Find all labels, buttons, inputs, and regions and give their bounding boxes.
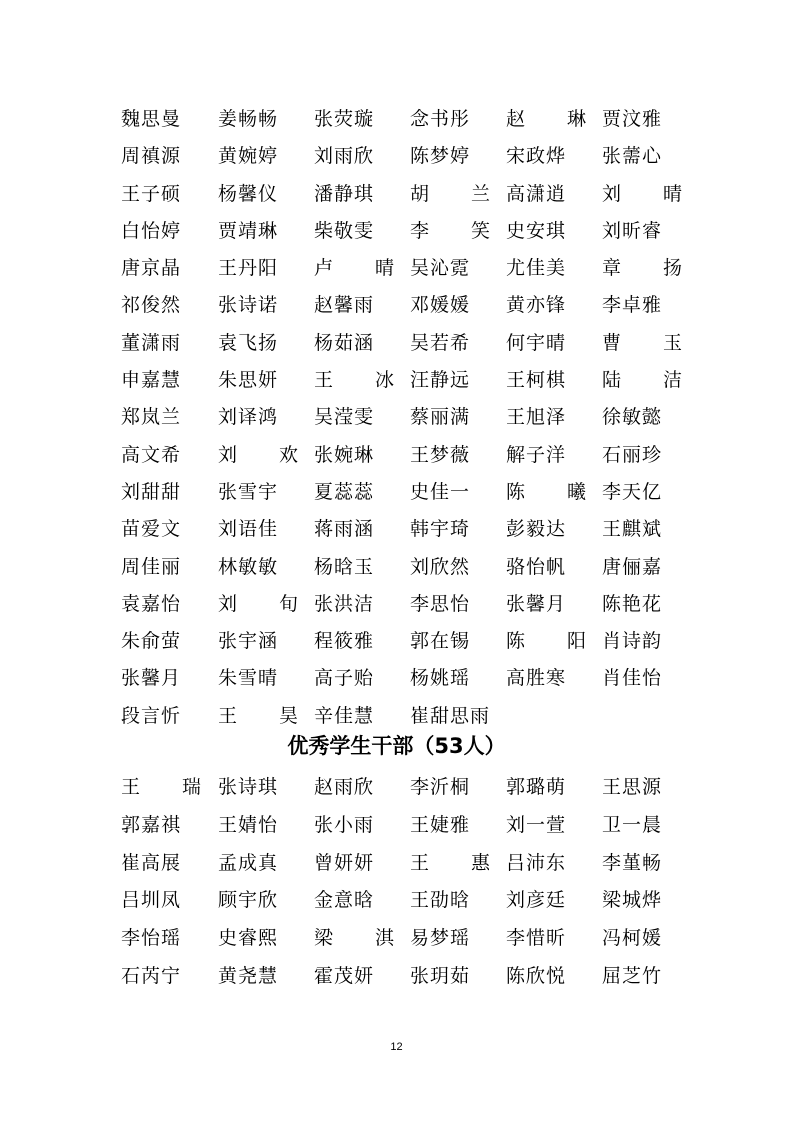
name-entry: 刘 晴 (602, 182, 682, 205)
name-entry: 刘译鸿 (218, 406, 279, 429)
name-entry: 石丽珍 (602, 443, 663, 466)
name-row (0, 958, 793, 996)
name-entry: 杨姚瑶 (410, 667, 471, 690)
name-entry: 高子贻 (314, 667, 375, 690)
name-entry: 贾汶雅 (602, 108, 663, 130)
name-row (0, 176, 793, 213)
name-entry: 崔高展 (121, 851, 182, 874)
name-entry: 吴沁霓 (410, 257, 471, 280)
name-entry: 王梦薇 (410, 443, 471, 466)
name-entry: 杨晗玉 (314, 555, 375, 578)
name-entry: 王柯棋 (506, 369, 567, 392)
name-entry: 李惜昕 (506, 927, 567, 950)
name-entry: 韩宇琦 (410, 518, 471, 541)
name-entry: 冯柯媛 (602, 927, 663, 950)
name-entry: 刘昕睿 (602, 219, 663, 242)
name-entry: 蒋雨涵 (314, 518, 375, 541)
name-entry: 郭在锡 (410, 630, 471, 653)
page-number: 12 (390, 1041, 403, 1053)
section-heading-outstanding-student-cadres: 优秀学生干部（53人） (287, 734, 506, 758)
name-row (0, 213, 793, 250)
name-entry: 孟成真 (218, 851, 279, 874)
name-entry: 袁嘉怡 (121, 592, 182, 615)
name-list-continued (0, 101, 793, 735)
name-row (0, 474, 793, 511)
name-entry: 祁俊然 (121, 294, 182, 317)
name-entry: 刘雨欣 (314, 145, 375, 168)
name-entry: 刘语佳 (218, 518, 279, 541)
name-entry: 柴敬雯 (314, 219, 375, 242)
name-entry: 郭嘉祺 (121, 813, 182, 836)
name-entry: 王丹阳 (218, 257, 279, 280)
name-entry: 刘甜甜 (121, 480, 182, 503)
name-entry: 宋政烨 (506, 145, 567, 168)
name-entry: 骆怡帆 (506, 555, 567, 578)
name-entry: 刘欣然 (410, 555, 471, 578)
name-entry: 高胜寒 (506, 667, 567, 690)
name-entry: 李沂桐 (410, 776, 471, 798)
name-entry: 张荧璇 (314, 108, 375, 130)
name-entry: 张馨月 (121, 667, 182, 690)
name-entry: 张诗诺 (218, 294, 279, 317)
name-entry: 曾妍妍 (314, 851, 375, 874)
name-entry: 黄亦锋 (506, 294, 567, 317)
name-row (0, 511, 793, 548)
name-entry: 王 惠 (410, 851, 490, 874)
name-entry: 王 冰 (314, 369, 394, 392)
name-entry: 吕圳凤 (121, 889, 182, 912)
name-entry: 赵馨雨 (314, 294, 375, 317)
name-entry: 高潇逍 (506, 182, 567, 205)
name-entry: 张诗琪 (218, 776, 279, 798)
name-row (0, 437, 793, 474)
name-entry: 段言忻 (121, 704, 182, 727)
name-entry: 吴滢雯 (314, 406, 375, 429)
name-entry: 陈梦婷 (410, 145, 471, 168)
name-entry: 史佳一 (410, 480, 471, 503)
name-entry: 姜畅畅 (218, 108, 279, 130)
name-entry: 霍茂妍 (314, 964, 375, 987)
name-entry: 贾靖琳 (218, 219, 279, 242)
name-entry: 夏蕊蕊 (314, 480, 375, 503)
name-entry: 唐京晶 (121, 257, 182, 280)
name-entry: 李卓雅 (602, 294, 663, 317)
name-entry: 梁 淇 (314, 927, 394, 950)
name-row (0, 325, 793, 362)
name-entry: 吴若希 (410, 331, 471, 354)
name-row (0, 698, 793, 735)
name-entry: 周佳丽 (121, 555, 182, 578)
name-entry: 唐俪嘉 (602, 555, 663, 578)
name-entry: 程筱雅 (314, 630, 375, 653)
name-entry: 徐敏懿 (602, 406, 663, 429)
name-entry: 肖佳怡 (602, 667, 663, 690)
name-entry: 陆 洁 (602, 369, 682, 392)
name-entry: 王旭泽 (506, 406, 567, 429)
name-row (0, 549, 793, 586)
name-entry: 周禛源 (121, 145, 182, 168)
name-entry: 苗爱文 (121, 518, 182, 541)
name-entry: 尤佳美 (506, 257, 567, 280)
name-list-outstanding-student-cadres (0, 769, 793, 996)
name-entry: 王劭晗 (410, 889, 471, 912)
name-entry: 张婉琳 (314, 443, 375, 466)
name-entry: 张洪洁 (314, 592, 375, 615)
name-row (0, 362, 793, 399)
name-row (0, 250, 793, 287)
name-entry: 陈欣悦 (506, 964, 567, 987)
name-entry: 赵雨欣 (314, 776, 375, 798)
name-entry: 袁飞扬 (218, 331, 279, 354)
name-entry: 邓媛媛 (410, 294, 471, 317)
name-entry: 张薷心 (602, 145, 663, 168)
name-entry: 董潇雨 (121, 331, 182, 354)
name-entry: 史睿熙 (218, 927, 279, 950)
name-row (0, 138, 793, 175)
name-entry: 曹 玉 (602, 331, 682, 354)
name-entry: 张宇涵 (218, 630, 279, 653)
name-entry: 朱雪晴 (218, 667, 279, 690)
name-entry: 解子洋 (506, 443, 567, 466)
name-entry: 黄尧慧 (218, 964, 279, 987)
name-entry: 刘 欢 (218, 443, 298, 466)
name-row (0, 399, 793, 436)
name-entry: 申嘉慧 (121, 369, 182, 392)
name-entry: 张玥茹 (410, 964, 471, 987)
name-entry: 张馨月 (506, 592, 567, 615)
name-entry: 刘彦廷 (506, 889, 567, 912)
name-entry: 金意晗 (314, 889, 375, 912)
name-row (0, 882, 793, 920)
name-entry: 杨馨仪 (218, 182, 279, 205)
name-row (0, 845, 793, 883)
name-entry: 潘静琪 (314, 182, 375, 205)
name-entry: 陈艳花 (602, 592, 663, 615)
name-row (0, 660, 793, 697)
name-entry: 彭毅达 (506, 518, 567, 541)
name-entry: 汪静远 (410, 369, 471, 392)
name-entry: 郭璐萌 (506, 776, 567, 798)
name-entry: 李思怡 (410, 592, 471, 615)
name-entry: 念书彤 (410, 108, 471, 130)
name-row (0, 101, 793, 138)
name-entry: 王 昊 (218, 704, 298, 727)
name-entry: 王婧怡 (218, 813, 279, 836)
name-row (0, 920, 793, 958)
name-entry: 辛佳慧 (314, 704, 375, 727)
name-entry: 李 笑 (410, 219, 490, 242)
name-entry: 卢 晴 (314, 257, 394, 280)
name-entry: 陈 阳 (506, 630, 586, 653)
name-entry: 王麒斌 (602, 518, 663, 541)
name-entry: 胡 兰 (410, 182, 490, 205)
name-entry: 李堇畅 (602, 851, 663, 874)
name-entry: 魏思曼 (121, 108, 182, 130)
name-entry: 王子硕 (121, 182, 182, 205)
name-entry: 肖诗韵 (602, 630, 663, 653)
name-row (0, 623, 793, 660)
name-entry: 何宇晴 (506, 331, 567, 354)
name-entry: 刘一萱 (506, 813, 567, 836)
name-entry: 高文希 (121, 443, 182, 466)
name-entry: 朱俞萤 (121, 630, 182, 653)
name-entry: 史安琪 (506, 219, 567, 242)
name-row (0, 586, 793, 623)
name-entry: 王婕雅 (410, 813, 471, 836)
name-entry: 梁城烨 (602, 889, 663, 912)
name-entry: 陈 曦 (506, 480, 586, 503)
name-entry: 张小雨 (314, 813, 375, 836)
name-row (0, 287, 793, 324)
name-entry: 朱思妍 (218, 369, 279, 392)
name-entry: 赵 琳 (506, 108, 586, 130)
name-entry: 白怡婷 (121, 219, 182, 242)
name-entry: 吕沛东 (506, 851, 567, 874)
name-entry: 李怡瑶 (121, 927, 182, 950)
name-entry: 刘 旬 (218, 592, 298, 615)
name-entry: 杨茹涵 (314, 331, 375, 354)
name-entry: 张雪宇 (218, 480, 279, 503)
name-entry: 崔甜思雨 (410, 704, 491, 727)
name-entry: 王思源 (602, 776, 663, 798)
name-entry: 章 扬 (602, 257, 682, 280)
name-entry: 黄婉婷 (218, 145, 279, 168)
name-entry: 卫一晨 (602, 813, 663, 836)
name-entry: 易梦瑶 (410, 927, 471, 950)
name-entry: 林敏敏 (218, 555, 279, 578)
name-entry: 屈芝竹 (602, 964, 663, 987)
name-entry: 郑岚兰 (121, 406, 182, 429)
name-row (0, 807, 793, 845)
name-entry: 蔡丽满 (410, 406, 471, 429)
name-row (0, 769, 793, 807)
name-entry: 顾宇欣 (218, 889, 279, 912)
name-entry: 石芮宁 (121, 964, 182, 987)
name-entry: 李天亿 (602, 480, 663, 503)
name-entry: 王 瑞 (121, 776, 201, 798)
